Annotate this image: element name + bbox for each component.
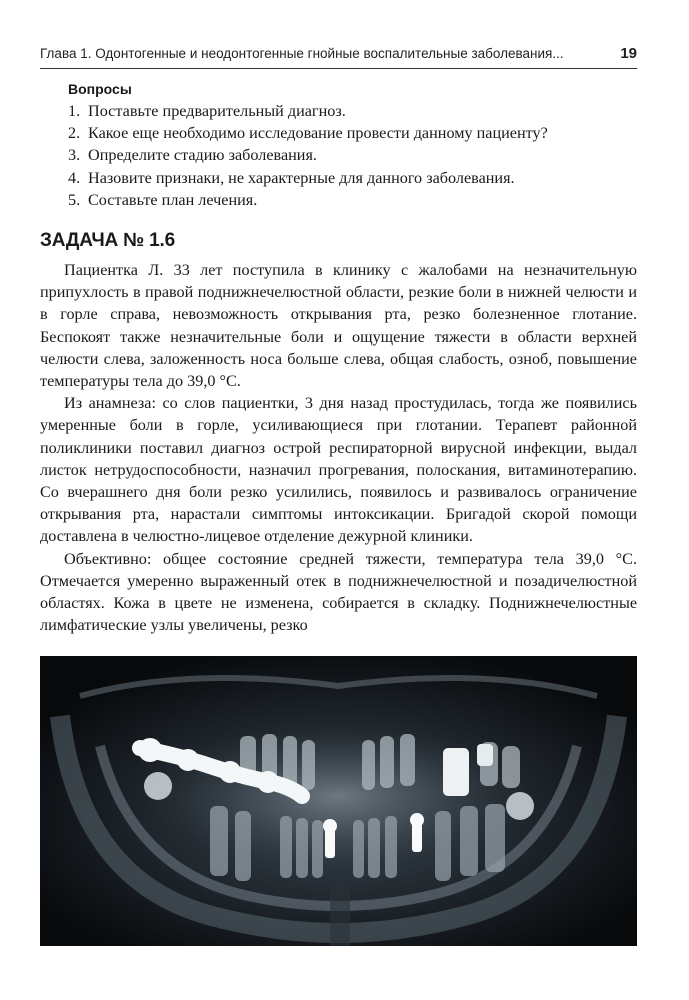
question-text: Назовите признаки, не характерные для данного заболевания. [88, 168, 515, 187]
question-number: 4. [68, 168, 81, 187]
question-item [68, 100, 637, 122]
question-item [68, 189, 637, 211]
header-rule [40, 68, 637, 69]
chapter-title: Глава 1. Одонтогенные и неодонтогенные гнойные воспалительные заболевания... [40, 46, 564, 61]
page-content [40, 78, 637, 636]
panoramic-xray-image [40, 656, 637, 946]
questions-title: Вопросы [68, 81, 132, 97]
running-head [40, 46, 637, 61]
question-text: Определите стадию заболевания. [88, 146, 317, 165]
task-paragraph: Объективно: общее состояние средней тяжести, температура тела 39,0 °С. Отмечается умеренно выраженный отек в поднижнечелюстной и позадичелюстной областях. Кожа в цвете не изменена, собирается в складку. Поднижнечелюстные лимфатические узлы увеличены, резко [40, 549, 637, 635]
question-item [68, 144, 637, 166]
question-text: Составьте план лечения. [88, 190, 258, 209]
question-item [68, 167, 637, 189]
task-paragraph: Пациентка Л. 33 лет поступила в клинику с жалобами на незначительную припухлость в правой поднижнечелюстной области, резкие боли в нижней челюсти и в горле справа, невозможность открывания рта, резко болезненное глотание. Беспокоят также незначительные боли и ощущение тяжести в области верхней челюсти слева, заложенность носа больше слева, общая слабость, озноб, повышение температуры тела до 39,0 °С. [40, 261, 637, 391]
question-item [68, 122, 637, 144]
question-text: Какое еще необходимо исследование провести данному пациенту? [88, 124, 548, 143]
question-number: 1. [68, 102, 81, 120]
question-number: 3. [68, 146, 81, 165]
page-number: 19 [620, 45, 637, 62]
question-text: Поставьте предварительный диагноз. [88, 102, 346, 120]
question-number: 5. [68, 190, 81, 209]
task-paragraph: Из анамнеза: со слов пациентки, 3 дня назад простудилась, тогда же появились умеренные боли в горле, усиливающиеся при глотании. Терапевт районной поликлиники поставил диагноз острой респираторной вирусной инфекции, выдал листок нетрудоспособности, назначил прогревания, полоскания, витаминотерапию. Со вчерашнего дня боли резко усилились, появилось и развивалось ограничение открывания рта, нарастали симптомы интоксикации. Бригадой скорой помощи доставлена в челюстно-лицевое отделение дежурной клиники. [40, 394, 637, 546]
task-title: ЗАДАЧА № 1.6 [40, 230, 175, 252]
questions-list [40, 100, 637, 211]
question-number: 2. [68, 124, 81, 143]
